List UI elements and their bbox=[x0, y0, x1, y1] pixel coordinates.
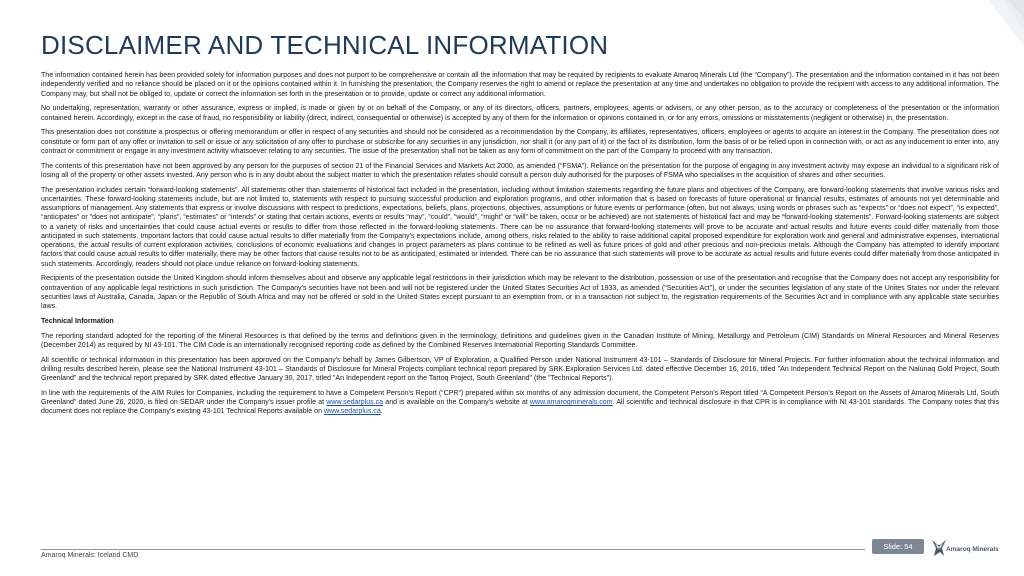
disclaimer-paragraph: This presentation does not constitute a prospectus or offering memorandum or offer in respect of any securities and should not be considered as a recommendation by the Company, its affiliates, representatives, officers, employees or agents to acquire an interest in the Company. The presentation does not constitute or form part of any offer or invitation to sell or issue or any solicitation of any offer to purchase or subscribe for any securities in any jurisdiction, nor shall it (or any part of it) or the fact of its distribution, form the basis of or be relied upon in connection with, or act as any inducement to enter into, any contract or commitment or engage in any investment activity whatsoever relating to any securities. The issue of the presentation shall not be taken as any form of commitment on the part of the Company to proceed with any transaction. bbox=[41, 129, 999, 155]
disclaimer-paragraph: Recipients of the presentation outside the United Kingdom should inform themselves about and observe any applicable legal restrictions in their jurisdiction which may be relevant to the distribution, possession or use of the presentation and recognise that the Company does not accept any responsibility for contravention of any applicable legal restrictions in such jurisdiction. The Company’s securities have not been and will not be registered under the United States Securities Act of 1933, as amended ("Securities Act"), or under the securities legislation of any state of the Unites States nor under the relevant securities laws of Australia, Canada, Japan or the Republic of South Africa and may not be offered or sold in the United States except pursuant to an exemption from, or in a transaction not subject to, the registration requirements of the Securities Act and in compliance with any applicable state securities laws. bbox=[41, 275, 999, 310]
technical-paragraph bbox=[41, 389, 999, 417]
text-span: In line with the requirements of the AIM Rules for Companies, including the requirement to have a Competent Person’s Report (“CPR”) prepared within six months of any admission document, the Competent Person’s Report titled “A Competent Person’s Report on the Assets of Amaroq Minerals Ltd, South Greenland” dated June 26, 2020, is filed on SEDAR under the Company's issuer profile at bbox=[41, 389, 999, 406]
page-title: DISCLAIMER AND TECHNICAL INFORMATION bbox=[41, 30, 609, 60]
sedarplus-link[interactable]: www.sedarplus.ca bbox=[326, 399, 384, 406]
disclaimer-paragraph: The contents of this presentation have not been approved by any person for the purposes of section 21 of the Financial Services and Markets Act 2000, as amended (“FSMA”). Reliance on the presentation for the purpose of engaging in any investment activity may expose an individual to a significant risk of losing all of the property or other assets invested. Any person who is in any doubt about the subject matter to which the presentation relates should consult a person duly authorised for the purposes of FSMA who specialises in the acquisition of shares and other securities. bbox=[41, 162, 999, 179]
footer-company-label: Amaroq Minerals: Iceland CMD bbox=[41, 552, 139, 559]
text-span: . bbox=[380, 408, 383, 416]
technical-information-heading: Technical Information bbox=[41, 317, 114, 325]
technical-paragraph: All scientific or technical information in this presentation has been approved on the Company's behalf by James Gilbertson, VP of Exploration, a Qualified Person under National Instrument 43-101 – Standards of Disclosure for Mineral Projects. For further information about the technical information and drilling results described herein, please see the National Instrument 43-101 – Standards of Disclosure for Mineral Projects compliant technical report prepared by SRK Exploration Services Ltd. dated effective December 16, 2016, titled "An Independent Technical Report on the Nalunaq Gold Project, South Greenland" and the technical report prepared by SRK dated effective January 30, 2017, titled "An Independent report on the Tartoq Project, South Greenland" (the "Technical Reports"). bbox=[41, 356, 999, 382]
disclaimer-paragraph: The information contained herein has been provided solely for information purposes and does not purport to be comprehensive or contain all the information that may be required by recipients to evaluate Amaroq Minerals Ltd (the “Company”). The presentation and the information contained in it has not been independently verified and no reliance should be placed on it or the opinions contained within it. In furnishing the presentation, the Company reserves the right to amend or replace the presentation at any time and undertakes no obligation to provide the recipient with access to any additional information. The Company may, but shall not be obliged to, update or correct the information set forth in the presentation or to provide, update or correct any additional information. bbox=[41, 72, 999, 98]
corner-decoration bbox=[978, 0, 1024, 60]
disclaimer-body bbox=[41, 71, 999, 422]
sedarplus-link[interactable]: www.sedarplus.ca bbox=[323, 408, 381, 416]
text-span: . All scientific and technical disclosure in that CPR is in compliance with NI 43-101 standards. The Company notes that this document does not replace the Company’s existing 43-101 Technical Reports available on bbox=[41, 399, 999, 416]
slide-number-badge: Slide: 54 bbox=[872, 539, 924, 554]
disclaimer-paragraph: No undertaking, representation, warranty or other assurance, express or implied, is made or given by or on behalf of the Company, or any of its directors, officers, partners, employees, agents or advisers, or any other person, as to the accuracy or completeness of the presentation or the information contained herein. Accordingly, except in the case of fraud, no responsibility or liability (direct, indirect, consequential or otherwise) is accepted by any of them for the information or opinions contained in, or for any errors, omissions or misstatements (negligent or otherwise) in, the presentation. bbox=[41, 105, 999, 122]
footer-divider bbox=[41, 549, 865, 550]
logo-wordmark: Amaroq Minerals bbox=[946, 546, 999, 553]
text-span: and is available on the Company's website at bbox=[383, 399, 530, 406]
technical-paragraph: The reporting standard adopted for the reporting of the Mineral Resources is that defined by the terms and definitions given in the terminology, definitions and guidelines given in the Canadian Institute of Mining, Metallurgy and Petroleum (CIM) Standards on Mineral Resources and Mineral Reserves (December 2014) as required by NI 43-101. The CIM Code is an internationally recognised reporting code as defined by the Combined Reserves International Reporting Standards Committee. bbox=[41, 332, 999, 349]
amaroq-website-link[interactable]: www.amaroqminerals.com bbox=[529, 399, 613, 406]
disclaimer-paragraph: The presentation includes certain “forward-looking statements”. All statements other than statements of historical fact included in the presentation, including without limitation statements regarding the future plans and objectives of the Company, are forward-looking statements that involve various risks and uncertainties. These forward-looking statements include, but are not limited to, statements with respect to pursuing successful production and exploration programs, and other information that is based on forecasts of future operational or financial results, estimates of amounts not yet determinable and assumptions of management. Any statements that express or involve discussions with respect to predictions, expectations, beliefs, plans, projections, objectives, assumptions or future events or performance (often, but not always, using words or phrases such as “expects” or “does not expect”, “is expected”, “anticipates” or “does not anticipate”, “plans”, “estimates” or “intends” or stating that certain actions, events or results “may”, “could”, “would”, “might” or “will” be taken, occur or be achieved) are not statements of historical fact and may be “forward-looking statements”. Forward-looking statements are subject to a variety of risks and uncertainties that could cause actual events or results to differ from those reflected in the forward-looking statements. There can be no assurance that forward-looking statements will prove to be accurate and actual results and future events could differ materially from those anticipated in such statements. Important factors that could cause actual results to differ materially from the Company’s expectations include, among others, risks related to the ability to raise additional capital proposed expenditure for exploration work and general and administrative expenses, international operations, the actual results of current exploration activities, conclusions of economic evaluations and changes in project parameters as plans continue to be refined as well as future prices of gold and other precious and non-precious metals. Although the Company has attempted to identify important factors that could cause actual results to differ materially, there may be other factors that cause results not to be as anticipated, estimated or intended. There can be no assurance that such statements will prove to be accurate as actual results and future events could differ materially from those anticipated in such statements. Accordingly, readers should not place undue reliance on forward-looking statements. bbox=[41, 186, 999, 268]
